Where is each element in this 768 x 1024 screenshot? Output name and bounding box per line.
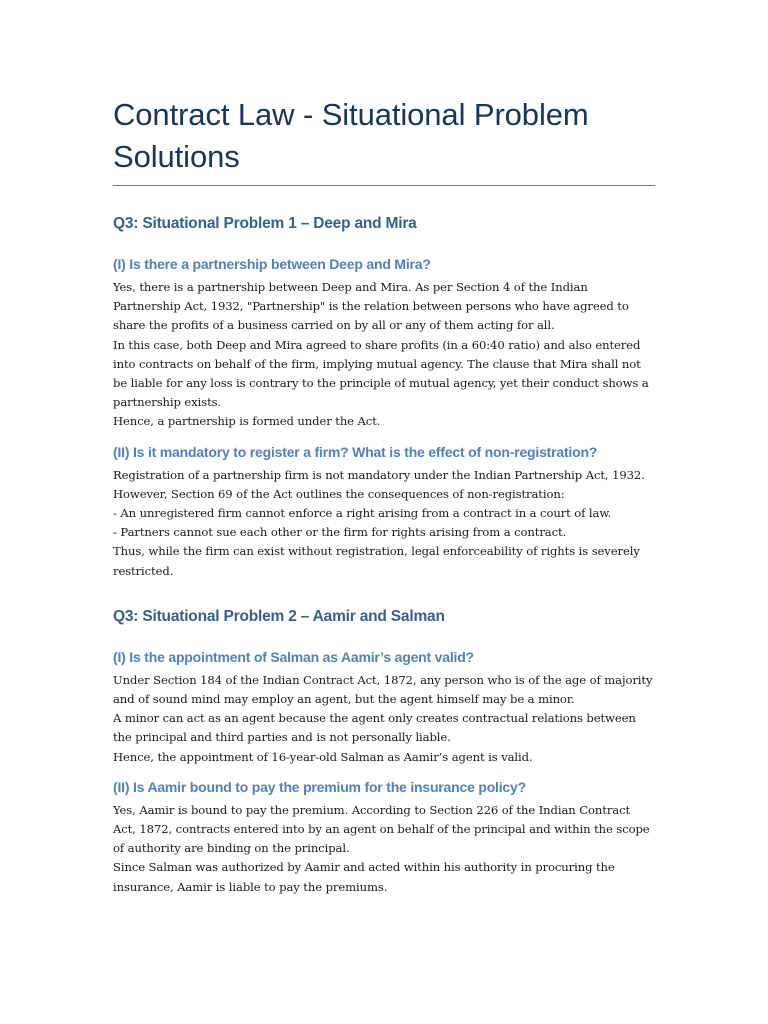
text-line: In this case, both Deep and Mira agreed to share profits (in a 60:40 ratio) and also entered <box>113 337 641 352</box>
text-line: Since Salman was authorized by Aamir and acted within his authority in procuring the <box>113 860 615 875</box>
text-line: Thus, while the firm can exist without registration, legal enforceability of rights is severely <box>113 544 640 559</box>
text-line: be liable for any loss is contrary to the principle of mutual agency, yet their conduct shows a <box>113 376 649 391</box>
text-line: Yes, there is a partnership between Deep and Mira. As per Section 4 of the Indian <box>113 280 588 294</box>
subsection <box>113 254 655 432</box>
answer-paragraph <box>113 466 655 581</box>
subsection-heading: (I) Is the appointment of Salman as Aamir’s agent valid? <box>113 648 474 665</box>
text-line: restricted. <box>113 563 174 578</box>
text-line: Yes, Aamir is bound to pay the premium. According to Section 226 of the Indian Contract <box>113 802 631 817</box>
section-problem-2 <box>113 607 655 897</box>
answer-paragraph <box>113 278 655 432</box>
section-heading: Q3: Situational Problem 2 – Aamir and Salman <box>113 607 445 625</box>
subsection <box>113 442 655 581</box>
section-problem-1 <box>113 214 655 581</box>
answer-paragraph <box>113 671 655 767</box>
text-line: Registration of a partnership firm is not mandatory under the Indian Partnership Act, 1932. <box>113 467 645 482</box>
subsection-heading: (II) Is it mandatory to register a firm? What is the effect of non-registration? <box>113 443 598 460</box>
document-title-line-2: Solutions <box>113 139 240 174</box>
text-line: However, Section 69 of the Act outlines the consequences of non-registration: <box>113 486 565 501</box>
subsection <box>113 777 655 897</box>
text-line: Partnership Act, 1932, "Partnership" is the relation between persons who have agreed to <box>113 299 629 314</box>
text-line: insurance, Aamir is liable to pay the premiums. <box>113 879 388 894</box>
text-line: partnership exists. <box>113 395 222 410</box>
title-divider <box>113 185 655 186</box>
text-line: Act, 1872, contracts entered into by an agent on behalf of the principal and within the scope <box>113 822 650 837</box>
subsection-heading: (I) Is there a partnership between Deep and Mira? <box>113 256 431 272</box>
text-line: A minor can act as an agent because the agent only creates contractual relations between <box>113 711 636 726</box>
subsection-heading: (II) Is Aamir bound to pay the premium for the insurance policy? <box>113 778 526 795</box>
text-line: Hence, a partnership is formed under the Act. <box>113 414 381 429</box>
document-page <box>113 94 655 907</box>
section-heading: Q3: Situational Problem 1 – Deep and Mira <box>113 215 417 232</box>
text-line: - Partners cannot sue each other or the firm for rights arising from a contract. <box>113 525 567 540</box>
document-title <box>113 94 655 185</box>
text-line: share the profits of a business carried on by all or any of them acting for all. <box>113 318 555 333</box>
text-line: Hence, the appointment of 16-year-old Salman as Aamir’s agent is valid. <box>113 749 533 764</box>
document-title-line-1: Contract Law - Situational Problem <box>113 97 589 132</box>
subsection <box>113 647 655 767</box>
text-line: and of sound mind may employ an agent, but the agent himself may be a minor. <box>113 692 575 707</box>
text-line: of authority are binding on the principal. <box>113 841 350 856</box>
text-line: into contracts on behalf of the firm, implying mutual agency. The clause that Mira shall not <box>113 356 641 371</box>
text-line: Under Section 184 of the Indian Contract Act, 1872, any person who is of the age of majority <box>113 672 653 687</box>
text-line: the principal and third parties and is not personally liable. <box>113 730 451 745</box>
answer-paragraph <box>113 801 655 897</box>
text-line: - An unregistered firm cannot enforce a right arising from a contract in a court of law. <box>113 506 612 521</box>
